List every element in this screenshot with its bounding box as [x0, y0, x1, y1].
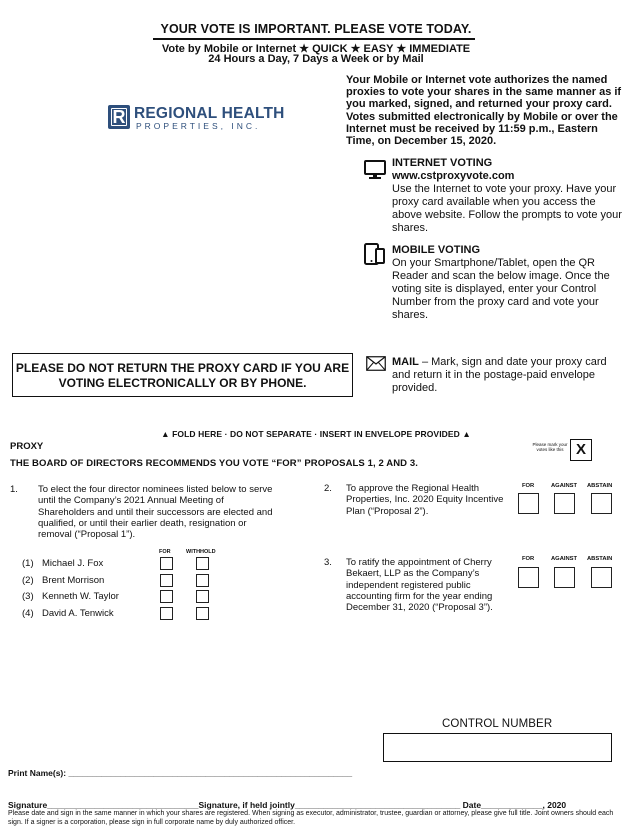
- proposal-3-against-header: AGAINST: [551, 556, 578, 562]
- nominee-3-name: Kenneth W. Taylor: [42, 591, 119, 602]
- mail-voting-heading: MAIL: [392, 356, 419, 368]
- voting-methods-line: Vote by Mobile or Internet ★ QUICK ★ EASY ★ IMMEDIATE: [161, 43, 471, 55]
- proposal-2-text: To approve the Regional Health Properties, Inc. 2020 Equity Incentive Plan (“Proposal 2”).: [346, 483, 504, 517]
- internet-voting-instructions: Use the Internet to vote your proxy. Have your proxy card available when you access the above website. Follow the prompts to vote your shares.: [392, 183, 622, 234]
- computer-monitor-icon: [364, 159, 386, 181]
- nominee-2-for-checkbox[interactable]: [160, 574, 173, 587]
- proposal-3-against-checkbox[interactable]: [554, 567, 575, 588]
- nominee-1-number: (1): [22, 558, 34, 569]
- do-not-return-notice: PLEASE DO NOT RETURN THE PROXY CARD IF YOU ARE VOTING ELECTRONICALLY OR BY PHONE.: [12, 353, 353, 397]
- control-number-box[interactable]: [383, 733, 612, 762]
- fold-here-notice: ▲ FOLD HERE · DO NOT SEPARATE · INSERT IN ENVELOPE PROVIDED ▲: [161, 429, 471, 439]
- proposal-2-for-header: FOR: [522, 483, 535, 489]
- nominee-2-withhold-checkbox[interactable]: [196, 574, 209, 587]
- nominee-4-name: David A. Tenwick: [42, 608, 114, 619]
- mobile-voting-heading: MOBILE VOTING: [392, 244, 480, 256]
- signature-date-line[interactable]: Signature________________________________Signature, if held jointly___________________________________ Date_____________, 2020: [8, 800, 567, 810]
- print-name-line[interactable]: Print Name(s): ____________________________________________________________: [8, 768, 353, 778]
- proposal-3-number: 3.: [324, 557, 332, 568]
- proposal-3-abstain-header: ABSTAIN: [587, 556, 613, 562]
- electronic-vote-intro: Your Mobile or Internet vote authorizes the named proxies to vote your shares in the same manner as if you marked, signed, and returned your proxy card. Votes submitted electronically by Mobile or over the Internet must be received by 11:59 p.m., Eastern Time, on December 15, 2020.: [346, 74, 622, 148]
- voting-hours-line: 24 Hours a Day, 7 Days a Week or by Mail: [208, 53, 424, 65]
- proposal-2-for-checkbox[interactable]: [518, 493, 539, 514]
- control-number-label: CONTROL NUMBER: [442, 718, 553, 730]
- mobile-voting-instructions: On your Smartphone/Tablet, open the QR Reader and scan the below image. Once the voting site is displayed, enter your Control Number from the proxy card and vote your shares.: [392, 257, 610, 321]
- nominee-2-name: Brent Morrison: [42, 575, 105, 586]
- proposal-2-against-checkbox[interactable]: [554, 493, 575, 514]
- proxy-label: PROXY: [10, 441, 44, 452]
- nominee-4-for-checkbox[interactable]: [160, 607, 173, 620]
- proposal-1-number: 1.: [10, 484, 18, 495]
- logo-company-name: REGIONAL HEALTH: [134, 105, 285, 122]
- nominee-2-number: (2): [22, 575, 34, 586]
- proposal-3-abstain-checkbox[interactable]: [591, 567, 612, 588]
- proposal-2-abstain-header: ABSTAIN: [587, 483, 613, 489]
- internet-voting-heading: INTERNET VOTING: [392, 157, 493, 169]
- board-recommendation: THE BOARD OF DIRECTORS RECOMMENDS YOU VOTE “FOR” PROPOSALS 1, 2 AND 3.: [10, 458, 418, 469]
- nominee-4-withhold-checkbox[interactable]: [196, 607, 209, 620]
- smartphone-tablet-icon: [364, 243, 386, 265]
- proposal-3-for-header: FOR: [522, 556, 535, 562]
- internet-voting-url[interactable]: www.cstproxyvote.com: [392, 170, 515, 182]
- nominee-1-name: Michael J. Fox: [42, 558, 104, 569]
- title-underline: [153, 38, 475, 40]
- page-title: YOUR VOTE IS IMPORTANT. PLEASE VOTE TODAY.: [160, 22, 472, 36]
- proposal-2-abstain-checkbox[interactable]: [591, 493, 612, 514]
- nominee-3-number: (3): [22, 591, 34, 602]
- proposal-1-text: To elect the four director nominees listed below to serve until the Company’s 2021 Annual Meeting of Shareholders and until their successors are elected and qualified, or until their earlier death, resignation or removal (“Proposal 1”).: [38, 484, 273, 541]
- mark-example-note: Please mark your votes like this: [532, 442, 568, 452]
- nominee-1-for-checkbox[interactable]: [160, 557, 173, 570]
- proposal-2-against-header: AGAINST: [551, 483, 578, 489]
- nominee-4-number: (4): [22, 608, 34, 619]
- nominee-3-withhold-checkbox[interactable]: [196, 590, 209, 603]
- mail-voting-text: – Mark, sign and date your proxy card and return it in the postage-paid envelope provided.: [392, 356, 607, 394]
- mail-voting-instructions: [392, 356, 622, 395]
- mark-example-box: X: [570, 439, 592, 461]
- proposal-1-for-header: FOR: [159, 549, 171, 555]
- proposal-2-number: 2.: [324, 483, 332, 494]
- proposal-1-withhold-header: WITHHOLD: [186, 549, 216, 555]
- logo-mark-icon: R: [108, 105, 130, 129]
- logo-company-subtitle: PROPERTIES, INC.: [136, 121, 261, 131]
- proposal-3-text: To ratify the appointment of Cherry Bekaert, LLP as the Company’s independent registered public accounting firm for the year ending December 31, 2020 (“Proposal 3”).: [346, 557, 493, 614]
- proposal-3-for-checkbox[interactable]: [518, 567, 539, 588]
- nominee-1-withhold-checkbox[interactable]: [196, 557, 209, 570]
- signing-instructions: Please date and sign in the same manner in which your shares are registered. When signing as executor, administrator, trustee, guardian or attorney, please give full title. Joint owners should each sign. If a signer is a corporation, please sign in full corporate name by duly authorized officer.: [8, 810, 614, 826]
- company-logo: [108, 105, 285, 135]
- nominee-3-for-checkbox[interactable]: [160, 590, 173, 603]
- envelope-icon: [366, 356, 386, 371]
